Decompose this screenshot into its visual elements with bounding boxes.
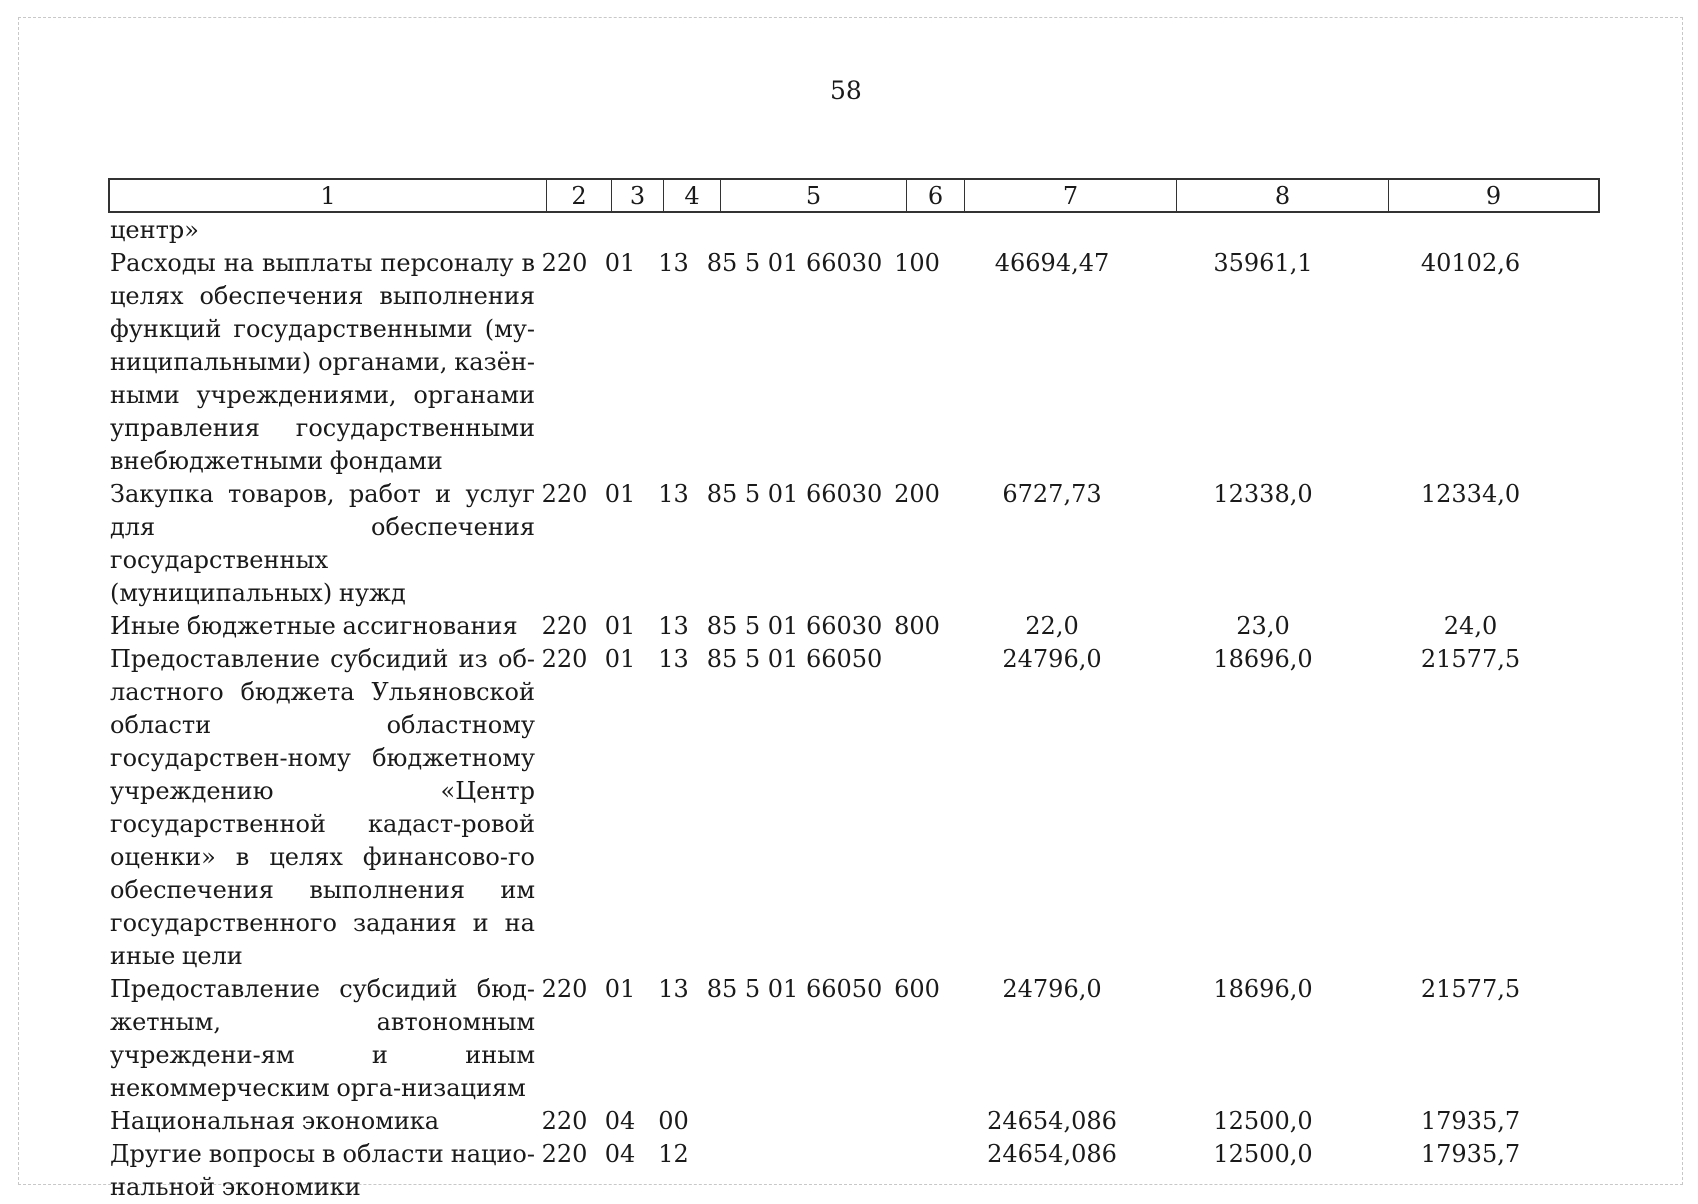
header-col-5: 5 [721,180,907,211]
cell-col-9: 17935,7 [1420,1140,1521,1168]
row-name: Предоставление субсидий из об-ластного бюджета Ульяновской области областному государствен-ному бюджетному учреждению «Центр государственной кадаст-ровой оценки» в целях финансово-го обеспечения выполнения им государственного задания и на иные цели [110,645,535,970]
cell-col-6: 100 [894,249,940,277]
cell-col-4: 13 [658,645,689,673]
cell-col-2: 220 [541,1107,588,1135]
cell-col-8: 12338,0 [1213,480,1313,508]
cell-col-8: 18696,0 [1213,975,1313,1003]
row-name: Национальная экономика [110,1107,440,1135]
table-row [110,478,1600,610]
cell-col-8: 12500,0 [1213,1140,1313,1168]
header-col-9: 9 [1485,181,1502,210]
cell-col-5: 85 5 01 66050 [706,645,883,673]
cell-col-4: 13 [658,612,689,640]
row-name: Предоставление субсидий бюд-жетным, автономным учреждени-ям и иным некоммерческим орга-низациям [110,975,535,1102]
table-body [110,214,1600,1204]
cell-col-2: 220 [541,975,588,1003]
cell-col-7: 22,0 [1025,612,1079,640]
header-col-8: 8 [1177,180,1389,211]
cell-col-4: 13 [658,249,689,277]
cell-col-2: 220 [541,645,588,673]
row-name: Иные бюджетные ассигнования [110,612,518,640]
cell-col-6: 800 [894,612,940,640]
cell-col-5: 85 5 01 66030 [706,480,883,508]
cell-col-4: 12 [658,1140,689,1168]
header-col-1: 1 [110,180,547,211]
cell-col-9: 21577,5 [1420,645,1521,673]
cell-col-6: 600 [894,975,940,1003]
cell-col-2: 220 [541,1140,588,1168]
cell-col-4: 13 [658,480,689,508]
cell-col-5: 85 5 01 66030 [706,249,883,277]
cell-col-3: 01 [604,249,636,277]
cell-col-3: 01 [604,975,636,1003]
header-col-6: 6 [907,180,965,211]
cell-col-7: 46694,47 [994,249,1110,277]
cell-col-2: 220 [541,612,588,640]
table-row [110,214,1600,247]
cell-col-3: 01 [604,480,636,508]
row-name: центр» [110,216,199,244]
cell-col-7: 6727,73 [1002,480,1102,508]
row-name: Расходы на выплаты персоналу в целях обеспечения выполнения функций государственными (му-ниципальными) органами, казён-ными учреждениями, органами управления государственными внебюджетными фондами [110,249,535,475]
header-col-4: 4 [664,180,721,211]
cell-col-8: 18696,0 [1213,645,1313,673]
cell-col-6 [888,643,946,973]
cell-col-9: 24,0 [1443,612,1498,640]
cell-col-3: 01 [604,645,636,673]
cell-col-9: 21577,5 [1420,975,1521,1003]
cell-col-8: 12500,0 [1213,1107,1313,1135]
table-row [110,973,1600,1105]
cell-col-6 [888,1105,946,1138]
cell-col-5 [701,1138,888,1204]
cell-col-7: 24796,0 [1002,975,1102,1003]
cell-col-9: 17935,7 [1420,1107,1521,1135]
cell-col-8: 23,0 [1236,612,1290,640]
cell-col-3: 04 [604,1107,636,1135]
table-header [108,178,1600,213]
cell-col-7: 24654,086 [987,1140,1117,1168]
page-number: 58 [830,76,862,105]
header-col-7: 7 [965,180,1177,211]
cell-col-8: 35961,1 [1213,249,1313,277]
cell-col-9: 12334,0 [1420,480,1521,508]
cell-col-4: 13 [658,975,689,1003]
row-name: Другие вопросы в области нацио-нальной экономики [110,1140,535,1201]
cell-col-5: 85 5 01 66050 [706,975,883,1003]
cell-col-2: 220 [541,249,588,277]
table-row [110,643,1600,973]
cell-col-2: 220 [541,480,588,508]
cell-col-6: 200 [894,480,940,508]
row-name: Закупка товаров, работ и услуг для обеспечения государственных (муниципальных) нужд [110,480,535,607]
cell-col-4: 00 [658,1107,689,1135]
header-col-3: 3 [612,180,664,211]
cell-col-3: 01 [604,612,636,640]
header-col-2: 2 [547,180,612,211]
cell-col-6 [888,1138,946,1204]
cell-col-7: 24796,0 [1002,645,1102,673]
cell-col-7: 24654,086 [987,1107,1117,1135]
table-row [110,610,1600,643]
cell-col-3: 04 [604,1140,636,1168]
cell-col-9: 40102,6 [1420,249,1521,277]
table-row [110,1105,1600,1138]
table-row [110,1138,1600,1204]
cell-col-5 [701,1105,888,1138]
table-row [110,247,1600,478]
cell-col-5: 85 5 01 66030 [706,612,883,640]
